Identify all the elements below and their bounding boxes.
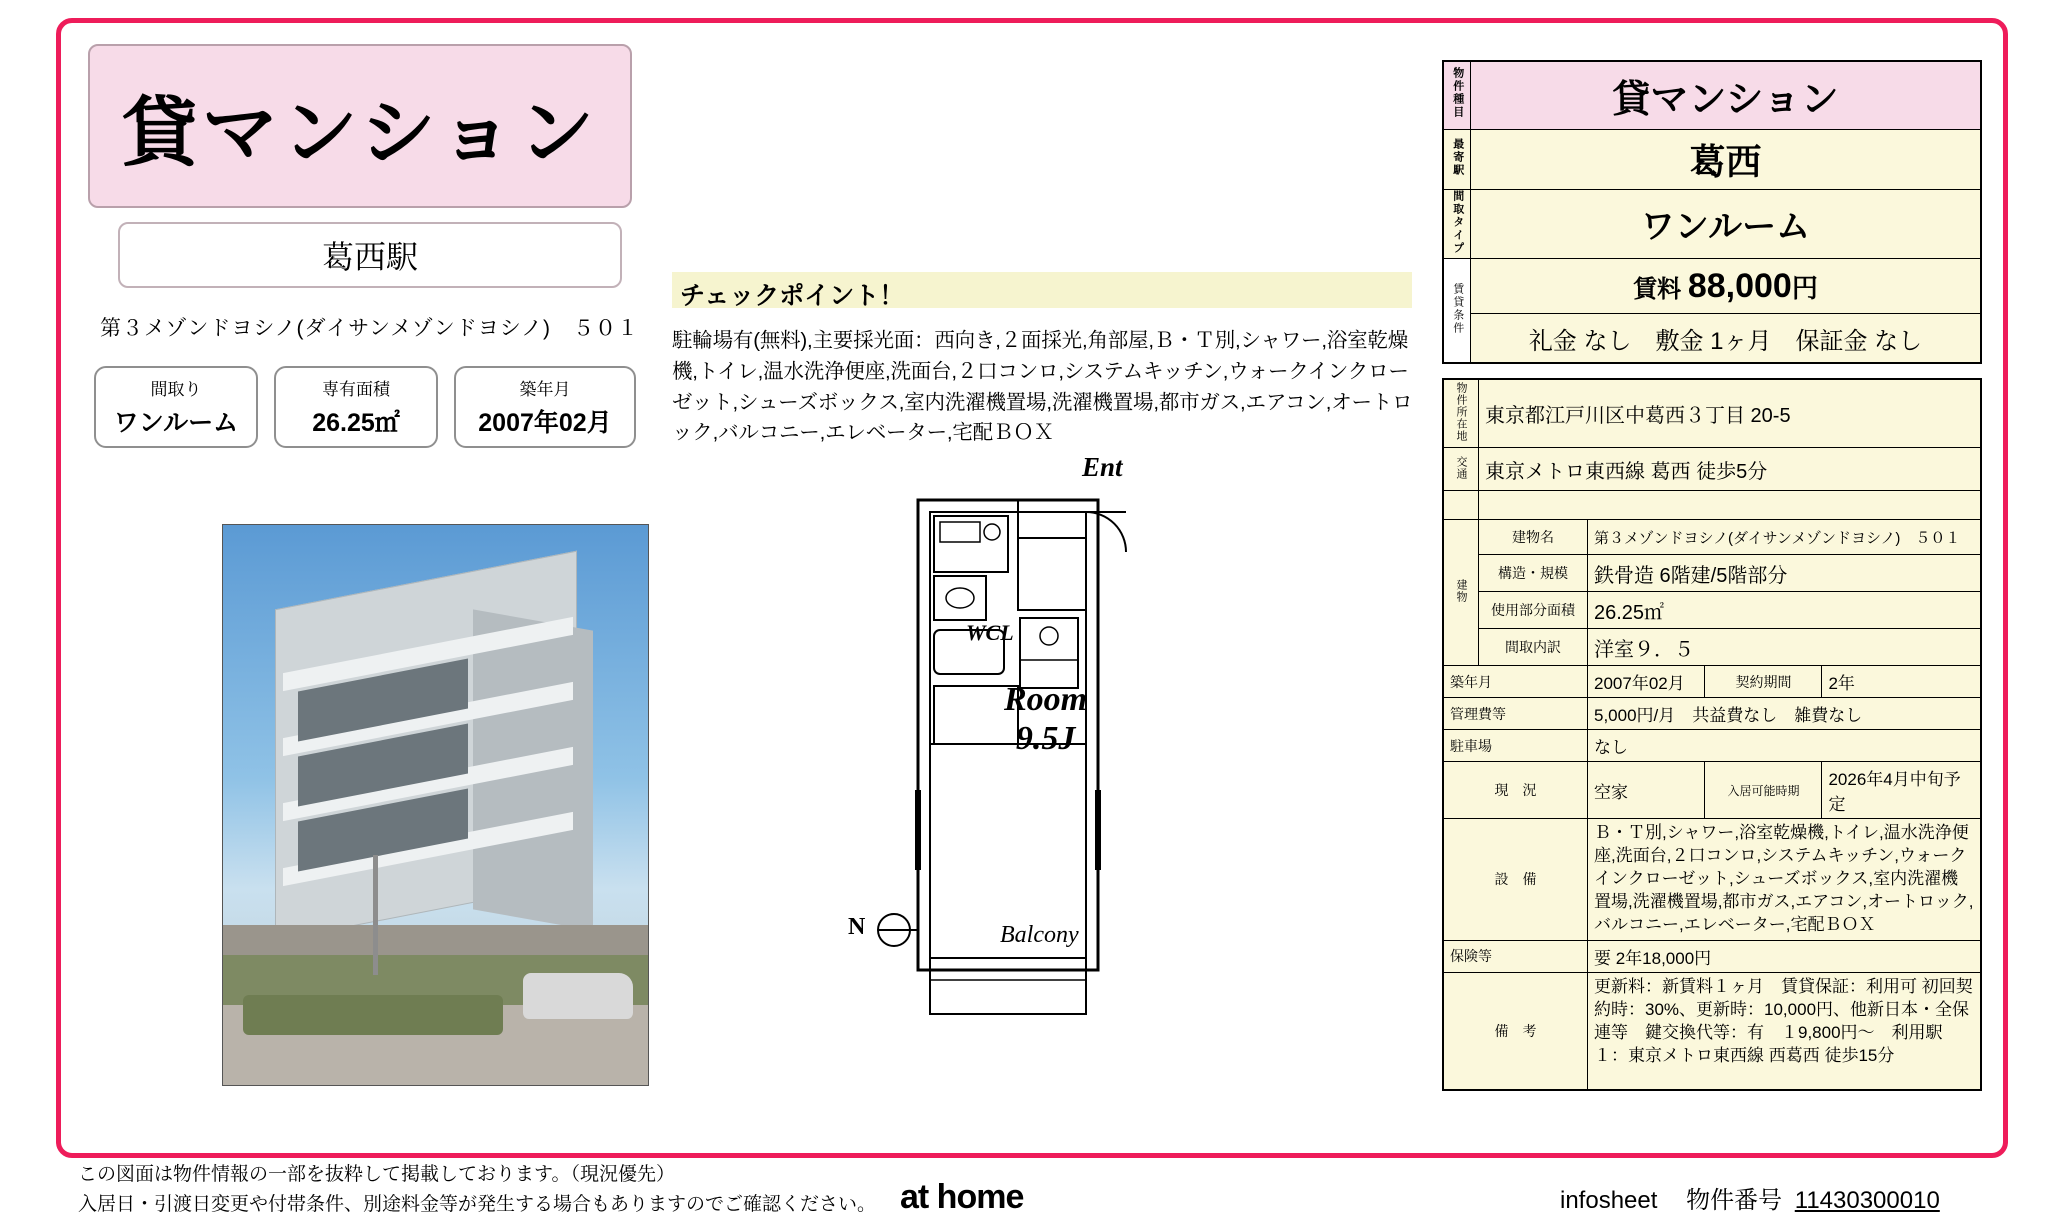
- footer-note: [78, 1160, 876, 1221]
- details-row-status: [1443, 762, 1981, 819]
- floor-plan-room-name: Room: [1004, 681, 1088, 718]
- bldg-name-value: 第３メゾンドヨシノ(ダイサンメゾンドヨシノ) ５０１: [1588, 520, 1982, 555]
- area-value: 26.25㎡: [1588, 592, 1982, 629]
- spec-summary-row: [94, 366, 636, 448]
- floor-plan-wcl-label: WCL: [966, 620, 1014, 645]
- floor-plan-room-label: [1004, 680, 1087, 758]
- floor-plan: [848, 452, 1230, 1090]
- summary-terms-label: 賃貸条件: [1443, 259, 1471, 364]
- layout-detail-value: 洋室９．５: [1588, 629, 1982, 666]
- contract-value: 2年: [1822, 666, 1981, 698]
- details-row-fee: [1443, 698, 1981, 730]
- details-row-remarks: [1443, 972, 1981, 1090]
- station-title: [118, 222, 622, 288]
- details-row-transport-blank: [1443, 491, 1981, 520]
- insurance-value: 要 2年18,000円: [1588, 940, 1982, 972]
- spec-built-value: 2007年02月: [478, 409, 612, 437]
- spec-built-label: 築年月: [519, 380, 571, 399]
- building-photo: [222, 524, 649, 1086]
- property-type-title: [88, 44, 632, 208]
- insurance-label: 保険等: [1443, 940, 1588, 972]
- structure-value: 鉄骨造 6階建/5階部分: [1588, 555, 1982, 592]
- remarks-value: 更新料：新賃料１ヶ月 賃貸保証：利用可 初回契約時：30%、更新時：10,000円、他新日本・全保連等 鍵交換代等：有 １9,800円〜 利用駅１：東京メトロ東西線 西葛西 徒歩15分: [1588, 972, 1982, 1090]
- summary-type-value: 貸マンション: [1471, 61, 1982, 129]
- checkpoint-title: チェックポイント！: [680, 282, 905, 310]
- layout-detail-label: 間取内訳: [1479, 629, 1588, 666]
- building-name: 第３メゾンドヨシノ(ダイサンメゾンドヨシノ) ５０１: [100, 317, 639, 340]
- photo-car: [523, 973, 633, 1019]
- area-label: 使用部分面積: [1479, 592, 1588, 629]
- athome-logo: at home: [900, 1178, 1024, 1216]
- summary-panel: [1442, 60, 1982, 1091]
- details-row-address: [1443, 379, 1981, 448]
- footer-note-line2: 入居日・引渡日変更や付帯条件、別途料金等が発生する場合もありますのでご確認ください。: [78, 1194, 877, 1216]
- fee-value: 5,000円/月 共益費なし 雑費なし: [1588, 698, 1982, 730]
- details-table: [1442, 378, 1982, 1091]
- parking-label: 駐車場: [1443, 730, 1588, 762]
- details-row-bldg-name: [1443, 520, 1981, 555]
- summary-row-terms: [1443, 314, 1981, 364]
- details-row-structure: [1443, 555, 1981, 592]
- property-no-label: 物件番号: [1686, 1187, 1783, 1214]
- bldg-name-label: 建物名: [1479, 520, 1588, 555]
- footer-note-line1: この図面は物件情報の一部を抜粋して掲載しております。（現況優先）: [78, 1164, 675, 1185]
- details-row-equip: [1443, 819, 1981, 941]
- summary-layout-value: ワンルーム: [1471, 189, 1982, 259]
- spec-area-value: 26.25㎡: [312, 409, 400, 437]
- parking-value: なし: [1588, 730, 1982, 762]
- summary-station-label: 最寄駅: [1443, 129, 1471, 189]
- address-value: 東京都江戸川区中葛西３丁目 20-5: [1479, 379, 1982, 448]
- summary-row-type: [1443, 61, 1981, 129]
- property-no-value: 11430300010: [1794, 1187, 1940, 1214]
- equip-value: Ｂ・Ｔ別,シャワー,浴室乾燥機,トイレ,温水洗浄便座,洗面台,２口コンロ,システムキッチン,ウォークインクローゼット,シューズボックス,室内洗濯機置場,洗濯機置場,都市ガス,エアコン,オートロック,バルコニー,エレベーター,宅配ＢＯＸ: [1588, 819, 1982, 941]
- contract-label: 契約期間: [1705, 666, 1822, 698]
- movein-value: 2026年4月中旬予定: [1822, 762, 1981, 819]
- summary-row-rent: [1443, 259, 1981, 314]
- remarks-label: 備 考: [1443, 972, 1588, 1090]
- summary-row-station: [1443, 129, 1981, 189]
- address-label: 物件所在地: [1443, 379, 1479, 448]
- spec-layout: [94, 366, 258, 448]
- rent-prefix: 賃料: [1633, 275, 1688, 303]
- details-row-area: [1443, 592, 1981, 629]
- details-row-insurance: [1443, 940, 1981, 972]
- movein-label: 入居可能時期: [1705, 762, 1822, 819]
- spec-area-label: 専有面積: [322, 380, 390, 399]
- summary-layout-label: 間取タイプ: [1443, 189, 1471, 259]
- rent-amount: 88,000: [1687, 266, 1792, 305]
- fee-label: 管理費等: [1443, 698, 1588, 730]
- building-label: 建物: [1443, 520, 1479, 666]
- floor-plan-drawing: [900, 490, 1230, 1090]
- structure-label: 構造・規模: [1479, 555, 1588, 592]
- summary-terms-value: 礼金 なし 敷金 1ヶ月 保証金 なし: [1471, 314, 1982, 364]
- status-value: 空家: [1588, 762, 1705, 819]
- status-label: 現 況: [1443, 762, 1588, 819]
- property-type-label: 貸マンション: [121, 87, 599, 177]
- floor-plan-entrance-label: Ent: [1082, 452, 1123, 482]
- spec-built: [454, 366, 636, 448]
- floor-plan-room-size: 9.5J: [1015, 720, 1076, 758]
- footer-infosheet: [1560, 1180, 1940, 1215]
- summary-station-value: 葛西: [1471, 129, 1982, 189]
- photo-hedge: [243, 995, 503, 1035]
- summary-rent-value: [1471, 259, 1982, 314]
- spec-layout-value: ワンルーム: [113, 409, 239, 437]
- summary-type-label: 物件種目: [1443, 61, 1471, 129]
- summary-table: [1442, 60, 1982, 364]
- rent-suffix: 円: [1791, 272, 1818, 303]
- details-row-parking: [1443, 730, 1981, 762]
- details-row-layout-detail: [1443, 629, 1981, 666]
- infosheet-label: infosheet: [1560, 1187, 1658, 1214]
- built-label: 築年月: [1443, 666, 1588, 698]
- spec-area: [274, 366, 438, 448]
- compass-label: N: [848, 914, 866, 940]
- transport-label: 交通: [1443, 448, 1479, 491]
- details-row-transport: [1443, 448, 1981, 491]
- transport-value-2: [1479, 491, 1982, 520]
- transport-label-2: [1443, 491, 1479, 520]
- station-label: 葛西駅: [321, 239, 418, 275]
- checkpoint-text: 駐輪場有(無料),主要採光面：西向き,２面採光,角部屋,Ｂ・Ｔ別,シャワー,浴室乾燥機,トイレ,温水洗浄便座,洗面台,２口コンロ,システムキッチン,ウォークインクローゼット,シューズボックス,室内洗濯機置場,洗濯機置場,都市ガス,エアコン,オートロック,バルコニー,エレベーター,宅配ＢＯＸ: [672, 329, 1413, 445]
- floor-plan-balcony-label: Balcony: [1000, 922, 1079, 948]
- details-row-built: [1443, 666, 1981, 698]
- spec-layout-label: 間取り: [150, 380, 202, 399]
- compass-icon: [848, 910, 918, 950]
- equip-label: 設 備: [1443, 819, 1588, 941]
- transport-value: 東京メトロ東西線 葛西 徒歩5分: [1479, 448, 1982, 491]
- photo-pole: [373, 855, 378, 975]
- summary-row-layout: [1443, 189, 1981, 259]
- built-value: 2007年02月: [1588, 666, 1705, 698]
